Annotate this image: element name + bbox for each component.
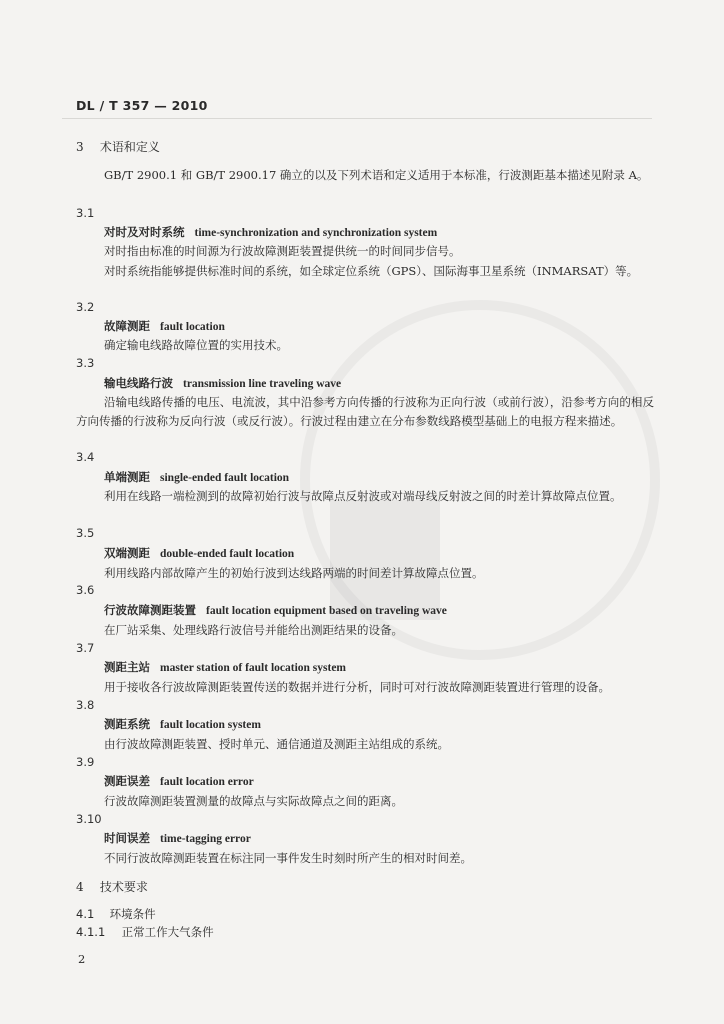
- header-divider: [62, 118, 652, 119]
- term-en: fault location: [160, 321, 225, 333]
- term-en: time-tagging error: [160, 833, 251, 845]
- section-4-heading: [76, 878, 148, 895]
- term-heading: [104, 602, 447, 618]
- term-number: 3.6: [76, 583, 95, 597]
- term-en: double-ended fault location: [160, 548, 295, 560]
- term-definition: 确定输电线路故障位置的实用技术。: [104, 338, 288, 352]
- intro-paragraph: GB/T 2900.1 和 GB/T 2900.17 确立的以及下列术语和定义适用于本标准，行波测距基本描述见附录 A。: [104, 168, 649, 182]
- term-number: 3.1: [76, 206, 95, 220]
- term-number: 3.3: [76, 356, 95, 370]
- term-cn: 对时及对时系统: [104, 225, 185, 239]
- term-definition: 对时指由标准的时间源为行波故障测距装置提供统一的时间同步信号。: [104, 244, 461, 258]
- subsection-4-1-1: [76, 924, 214, 940]
- term-en: time-synchronization and synchronization system: [194, 227, 438, 239]
- term-number: 3.9: [76, 755, 95, 769]
- section-title: 技术要求: [99, 880, 148, 894]
- term-heading: [104, 830, 251, 846]
- term-en: single-ended fault location: [160, 472, 290, 484]
- term-heading: [104, 545, 294, 561]
- term-cn: 故障测距: [104, 319, 150, 333]
- section-number: 4: [76, 880, 84, 894]
- subsection-number: 4.1: [76, 907, 95, 921]
- term-definition: 用于接收各行波故障测距装置传送的数据并进行分析，同时可对行波故障测距装置进行管理的设备。: [104, 680, 610, 694]
- subsection-title: 环境条件: [109, 907, 156, 921]
- term-cn: 行波故障测距装置: [104, 603, 196, 617]
- term-heading: [104, 469, 289, 485]
- term-heading: [104, 716, 261, 732]
- term-number: 3.5: [76, 526, 95, 540]
- term-number: 3.10: [76, 812, 102, 826]
- term-definition: 利用在线路一端检测到的故障初始行波与故障点反射波或对端母线反射波之间的时差计算故障点位置。: [104, 489, 622, 503]
- term-definition: 对时系统指能够提供标准时间的系统，如全球定位系统（GPS）、国际海事卫星系统（INMARSAT）等。: [104, 264, 639, 278]
- term-heading: [104, 773, 254, 789]
- term-en: fault location system: [160, 719, 261, 731]
- subsection-title: 正常工作大气条件: [121, 925, 214, 939]
- term-cn: 输电线路行波: [104, 376, 173, 390]
- term-cn: 测距误差: [104, 774, 150, 788]
- term-cn: 双端测距: [104, 546, 150, 560]
- subsection-number: 4.1.1: [76, 925, 106, 939]
- term-en: fault location error: [160, 776, 254, 788]
- term-definition: 不同行波故障测距装置在标注同一事件发生时刻时所产生的相对时间差。: [104, 851, 472, 865]
- term-heading: [104, 318, 225, 334]
- section-3-heading: [76, 138, 160, 155]
- term-number: 3.2: [76, 300, 95, 314]
- section-title: 术语和定义: [99, 140, 160, 154]
- term-cn: 单端测距: [104, 470, 150, 484]
- term-number: 3.4: [76, 450, 95, 464]
- section-number: 3: [76, 140, 84, 154]
- standard-header: DL / T 357 — 2010: [76, 98, 208, 113]
- term-heading: [104, 659, 346, 675]
- term-en: fault location equipment based on traveling wave: [206, 605, 447, 617]
- term-definition: 沿输电线路传播的电压、电流波，其中沿参考方向传播的行波称为正向行波（或前行波），沿参考方向的相反方向传播的行波称为反向行波（或反行波）。行波过程由建立在分布参数线路模型基础上的电报方程来描述。: [76, 395, 654, 428]
- term-cn: 时间误差: [104, 831, 150, 845]
- term-definition: 在厂站采集、处理线路行波信号并能给出测距结果的设备。: [104, 623, 403, 637]
- term-definition: 由行波故障测距装置、授时单元、通信通道及测距主站组成的系统。: [104, 737, 449, 751]
- term-en: transmission line traveling wave: [183, 378, 342, 390]
- term-number: 3.7: [76, 641, 95, 655]
- term-cn: 测距主站: [104, 660, 150, 674]
- subsection-4-1: [76, 906, 156, 922]
- term-definition: 利用线路内部故障产生的初始行波到达线路两端的时间差计算故障点位置。: [104, 566, 484, 580]
- term-number: 3.8: [76, 698, 95, 712]
- term-heading: [104, 375, 341, 391]
- term-definition: 行波故障测距装置测量的故障点与实际故障点之间的距离。: [104, 794, 403, 808]
- term-cn: 测距系统: [104, 717, 150, 731]
- page-number: 2: [78, 952, 86, 966]
- term-en: master station of fault location system: [160, 662, 346, 674]
- term-heading: [104, 224, 437, 240]
